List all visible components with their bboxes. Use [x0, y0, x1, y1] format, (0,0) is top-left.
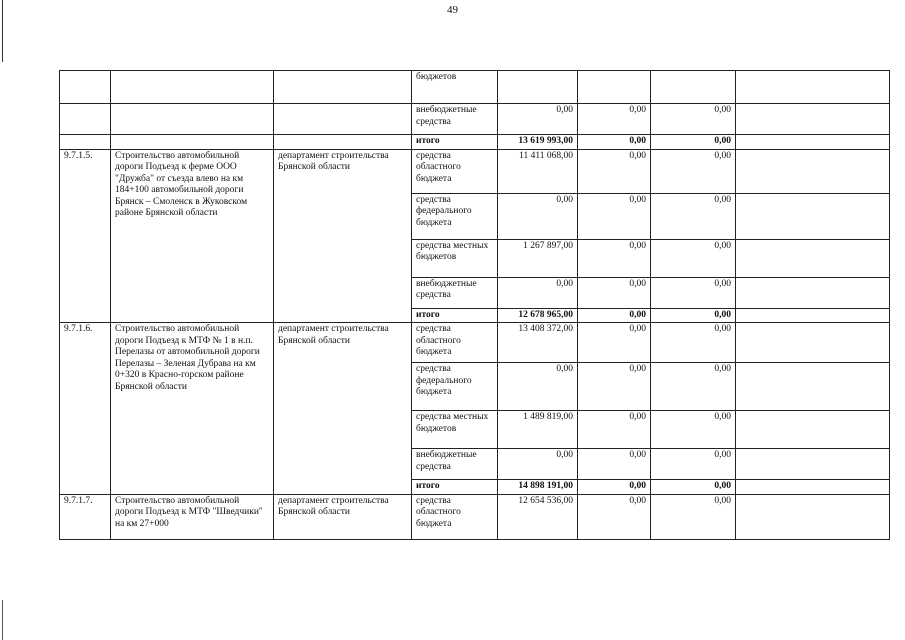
note-cell	[736, 71, 890, 104]
table-row	[60, 104, 890, 135]
amount-cell: 0,00	[578, 193, 651, 239]
amount-cell: 0,00	[651, 149, 736, 193]
note-cell	[736, 104, 890, 135]
funding-source-cell: средства местных бюджетов	[412, 239, 498, 277]
executor-cell: департамент строительства Брянской области	[274, 323, 412, 495]
amount-cell: 0,00	[578, 363, 651, 411]
amount-cell: 0,00	[578, 135, 651, 150]
budget-table	[59, 70, 890, 540]
amount-cell: 0,00	[498, 363, 578, 411]
amount-cell	[578, 71, 651, 104]
amount-cell: 0,00	[651, 308, 736, 323]
item-name-cell: Строительство автомобильной дороги Подъезд к ферме ООО "Дружба" от съезда влево на км 184+100 автомобильной дороги Брянск – Смоленск в Жуковском районе Брянской области	[111, 149, 274, 323]
amount-cell: 0,00	[578, 480, 651, 495]
amount-cell: 0,00	[498, 277, 578, 308]
amount-cell: 0,00	[651, 277, 736, 308]
amount-cell: 0,00	[651, 135, 736, 150]
note-cell	[736, 149, 890, 193]
funding-source-cell: средства областного бюджета	[412, 494, 498, 539]
item-name-cell: Строительство автомобильной дороги Подъезд к МТФ № 1 в н.п. Перелазы от автомобильной дороги Перелазы – Зеленая Дубрава на км 0+320 в Красно-горском районе Брянской области	[111, 323, 274, 495]
note-cell	[736, 411, 890, 449]
funding-source-cell: внебюджетные средства	[412, 449, 498, 480]
executor-cell	[274, 71, 412, 104]
amount-cell	[498, 71, 578, 104]
margin-line	[2, 600, 3, 640]
amount-cell: 13 408 372,00	[498, 323, 578, 363]
funding-source-cell: средства федерального бюджета	[412, 193, 498, 239]
amount-cell: 0,00	[578, 323, 651, 363]
amount-cell: 0,00	[578, 239, 651, 277]
executor-cell	[274, 135, 412, 150]
funding-source-cell: средства областного бюджета	[412, 149, 498, 193]
table-row	[60, 135, 890, 150]
funding-source-cell: средства областного бюджета	[412, 323, 498, 363]
funding-source-cell: итого	[412, 135, 498, 150]
executor-cell: департамент строительства Брянской области	[274, 149, 412, 323]
amount-cell: 12 678 965,00	[498, 308, 578, 323]
executor-cell	[274, 104, 412, 135]
funding-source-cell: средства федерального бюджета	[412, 363, 498, 411]
name-cell	[111, 135, 274, 150]
margin-line	[2, 0, 3, 62]
table-row	[60, 149, 890, 193]
amount-cell: 0,00	[651, 411, 736, 449]
amount-cell: 0,00	[578, 449, 651, 480]
amount-cell	[651, 71, 736, 104]
funding-source-cell: бюджетов	[412, 71, 498, 104]
amount-cell: 0,00	[578, 494, 651, 539]
amount-cell: 0,00	[498, 449, 578, 480]
note-cell	[736, 323, 890, 363]
note-cell	[736, 494, 890, 539]
amount-cell: 0,00	[651, 323, 736, 363]
note-cell	[736, 308, 890, 323]
amount-cell: 0,00	[578, 149, 651, 193]
item-code-cell: 9.7.1.5.	[60, 149, 111, 323]
amount-cell: 0,00	[578, 308, 651, 323]
amount-cell: 0,00	[651, 193, 736, 239]
note-cell	[736, 363, 890, 411]
amount-cell: 0,00	[578, 411, 651, 449]
note-cell	[736, 480, 890, 495]
amount-cell: 12 654 536,00	[498, 494, 578, 539]
item-code-cell: 9.7.1.6.	[60, 323, 111, 495]
page-number: 49	[447, 4, 458, 16]
code-cell	[60, 71, 111, 104]
amount-cell: 0,00	[651, 239, 736, 277]
amount-cell: 14 898 191,00	[498, 480, 578, 495]
amount-cell: 0,00	[498, 193, 578, 239]
amount-cell: 1 489 819,00	[498, 411, 578, 449]
note-cell	[736, 277, 890, 308]
table-row	[60, 494, 890, 539]
code-cell	[60, 104, 111, 135]
note-cell	[736, 193, 890, 239]
code-cell	[60, 135, 111, 150]
funding-source-cell: средства местных бюджетов	[412, 411, 498, 449]
amount-cell: 0,00	[651, 494, 736, 539]
note-cell	[736, 449, 890, 480]
item-name-cell: Строительство автомобильной дороги Подъезд к МТФ "Шведчики" на км 27+000	[111, 494, 274, 539]
amount-cell: 0,00	[651, 104, 736, 135]
executor-cell: департамент строительства Брянской области	[274, 494, 412, 539]
amount-cell: 0,00	[651, 363, 736, 411]
amount-cell: 0,00	[651, 449, 736, 480]
amount-cell: 11 411 068,00	[498, 149, 578, 193]
name-cell	[111, 104, 274, 135]
table-row	[60, 71, 890, 104]
amount-cell: 0,00	[498, 104, 578, 135]
funding-source-cell: внебюджетные средства	[412, 104, 498, 135]
funding-source-cell: итого	[412, 308, 498, 323]
note-cell	[736, 135, 890, 150]
amount-cell: 0,00	[578, 104, 651, 135]
name-cell	[111, 71, 274, 104]
table-row	[60, 323, 890, 363]
amount-cell: 1 267 897,00	[498, 239, 578, 277]
funding-source-cell: внебюджетные средства	[412, 277, 498, 308]
funding-source-cell: итого	[412, 480, 498, 495]
note-cell	[736, 239, 890, 277]
amount-cell: 0,00	[578, 277, 651, 308]
amount-cell: 13 619 993,00	[498, 135, 578, 150]
item-code-cell: 9.7.1.7.	[60, 494, 111, 539]
amount-cell: 0,00	[651, 480, 736, 495]
